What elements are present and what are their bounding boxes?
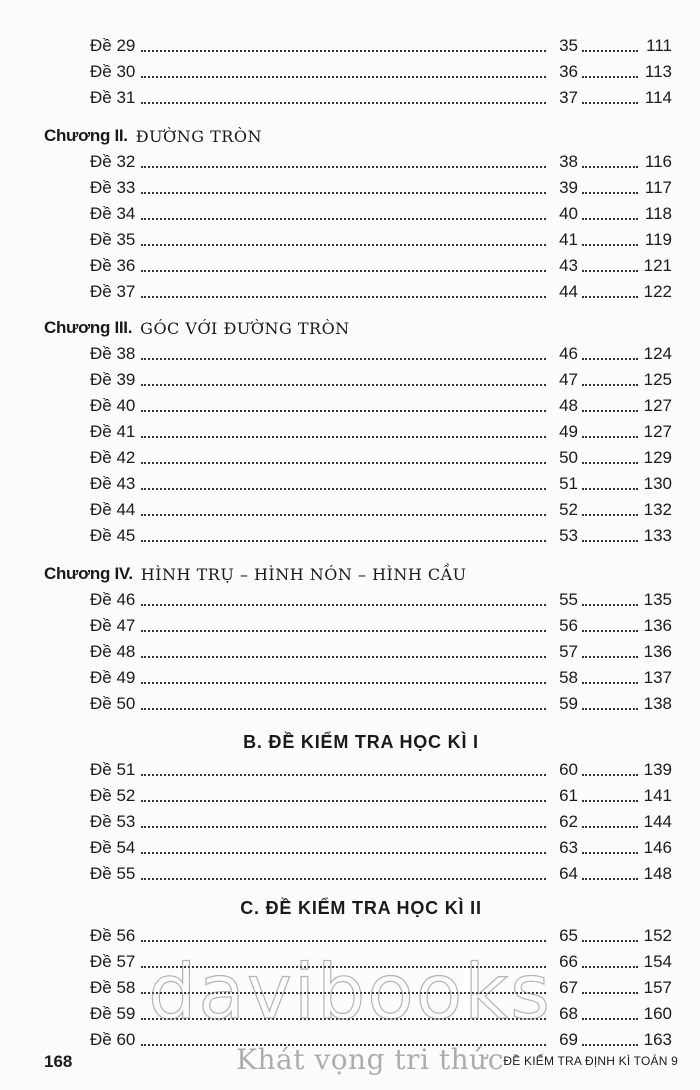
answer-page: 130 (643, 474, 672, 493)
entry-label: Đề 58 (90, 978, 136, 997)
entry-label: Đề 48 (90, 642, 136, 661)
question-page: 55 (559, 590, 578, 609)
dot-leader (582, 410, 638, 412)
dot-leader (141, 218, 546, 220)
toc-entry (90, 780, 672, 806)
entry-label: Đề 59 (90, 1004, 136, 1023)
dot-leader (141, 166, 546, 168)
question-page: 53 (559, 526, 578, 545)
dot-leader (582, 966, 638, 968)
dot-leader (141, 826, 546, 828)
answer-page: 157 (643, 978, 672, 997)
entry-label: Đề 44 (90, 500, 136, 519)
entry-label: Đề 31 (90, 88, 136, 107)
dot-leader (582, 826, 638, 828)
answer-page: 141 (643, 786, 672, 805)
answer-page: 137 (643, 668, 672, 687)
entry-label: Đề 33 (90, 178, 136, 197)
entry-label: Đề 35 (90, 230, 136, 249)
toc-entry (90, 416, 672, 442)
question-page: 46 (559, 344, 578, 363)
toc-entry (90, 198, 672, 224)
answer-page: 160 (643, 1004, 672, 1023)
dot-leader (141, 540, 546, 542)
toc-entry (90, 520, 672, 546)
question-page: 65 (559, 926, 578, 945)
dot-leader (141, 76, 546, 78)
answer-page: 122 (643, 282, 672, 301)
dot-leader (141, 656, 546, 658)
toc-entry (90, 662, 672, 688)
question-page: 37 (559, 88, 578, 107)
chapter-4-heading (44, 558, 467, 584)
chapter-label: Chương IV. (44, 564, 133, 583)
question-page: 40 (559, 204, 578, 223)
question-page: 58 (559, 668, 578, 687)
entry-label: Đề 52 (90, 786, 136, 805)
entry-label: Đề 57 (90, 952, 136, 971)
toc-entry (90, 276, 672, 302)
dot-leader (141, 708, 546, 710)
dot-leader (582, 682, 638, 684)
answer-page: 144 (643, 812, 672, 831)
dot-leader (141, 436, 546, 438)
answer-page: 129 (643, 448, 672, 467)
dot-leader (582, 604, 638, 606)
entry-label: Đề 60 (90, 1030, 136, 1049)
answer-page: 146 (643, 838, 672, 857)
toc-entry (90, 30, 672, 56)
dot-leader (141, 630, 546, 632)
toc-entry (90, 858, 672, 884)
question-page: 51 (559, 474, 578, 493)
dot-leader (141, 878, 546, 880)
question-page: 52 (559, 500, 578, 519)
answer-page: 139 (643, 760, 672, 779)
dot-leader (141, 244, 546, 246)
watermark-slogan: Khát vọng tri thức (236, 1043, 504, 1076)
answer-page: 124 (643, 344, 672, 363)
toc-entry (90, 468, 672, 494)
entry-label: Đề 55 (90, 864, 136, 883)
chapter-3-heading (44, 312, 350, 338)
answer-page: 136 (643, 616, 672, 635)
answer-page: 125 (643, 370, 672, 389)
answer-page: 133 (643, 526, 672, 545)
dot-leader (141, 940, 546, 942)
dot-leader (582, 102, 638, 104)
answer-page: 163 (643, 1030, 672, 1049)
question-page: 68 (559, 1004, 578, 1023)
question-page: 39 (559, 178, 578, 197)
question-page: 56 (559, 616, 578, 635)
question-page: 50 (559, 448, 578, 467)
entry-label: Đề 36 (90, 256, 136, 275)
dot-leader (582, 940, 638, 942)
toc-entry (90, 806, 672, 832)
dot-leader (141, 270, 546, 272)
question-page: 38 (559, 152, 578, 171)
dot-leader (141, 358, 546, 360)
toc-entry (90, 338, 672, 364)
entry-label: Đề 41 (90, 422, 136, 441)
dot-leader (141, 604, 546, 606)
dot-leader (582, 852, 638, 854)
entry-label: Đề 34 (90, 204, 136, 223)
toc-entry (90, 224, 672, 250)
dot-leader (141, 462, 546, 464)
question-page: 60 (559, 760, 578, 779)
question-page: 49 (559, 422, 578, 441)
toc-entry (90, 688, 672, 714)
dot-leader (141, 682, 546, 684)
dot-leader (141, 384, 546, 386)
answer-page: 118 (644, 204, 672, 223)
dot-leader (582, 774, 638, 776)
dot-leader (141, 102, 546, 104)
dot-leader (582, 462, 638, 464)
question-page: 48 (559, 396, 578, 415)
dot-leader (582, 630, 638, 632)
entry-label: Đề 54 (90, 838, 136, 857)
toc-entry (90, 442, 672, 468)
answer-page: 111 (646, 36, 672, 55)
entry-label: Đề 37 (90, 282, 136, 301)
question-page: 43 (559, 256, 578, 275)
entry-label: Đề 53 (90, 812, 136, 831)
question-page: 57 (559, 642, 578, 661)
answer-page: 138 (643, 694, 672, 713)
entry-label: Đề 47 (90, 616, 136, 635)
answer-page: 148 (643, 864, 672, 883)
toc-entry (90, 364, 672, 390)
toc-entry (90, 82, 672, 108)
question-page: 69 (559, 1030, 578, 1049)
entry-label: Đề 46 (90, 590, 136, 609)
dot-leader (582, 488, 638, 490)
dot-leader (141, 852, 546, 854)
question-page: 63 (559, 838, 578, 857)
dot-leader (141, 296, 546, 298)
question-page: 62 (559, 812, 578, 831)
dot-leader (582, 76, 638, 78)
answer-page: 117 (644, 178, 672, 197)
toc-entry (90, 920, 672, 946)
dot-leader (582, 270, 638, 272)
answer-page: 132 (643, 500, 672, 519)
dot-leader (582, 1018, 638, 1020)
toc-entry (90, 56, 672, 82)
dot-leader (582, 800, 638, 802)
question-page: 36 (559, 62, 578, 81)
entry-label: Đề 43 (90, 474, 136, 493)
chapter-label: Chương III. (44, 318, 133, 337)
dot-leader (582, 358, 638, 360)
chapter-title: ĐƯỜNG TRÒN (135, 127, 262, 146)
question-page: 67 (559, 978, 578, 997)
dot-leader (582, 878, 638, 880)
entry-label: Đề 56 (90, 926, 136, 945)
dot-leader (582, 384, 638, 386)
entry-label: Đề 32 (90, 152, 136, 171)
toc-entry (90, 636, 672, 662)
chapter-label: Chương II. (44, 126, 128, 145)
question-page: 35 (559, 36, 578, 55)
entry-label: Đề 39 (90, 370, 136, 389)
dot-leader (582, 296, 638, 298)
page-number: 168 (44, 1052, 73, 1071)
dot-leader (582, 540, 638, 542)
entry-label: Đề 29 (90, 36, 136, 55)
question-page: 61 (559, 786, 578, 805)
footer-book-title: ĐỀ KIỂM TRA ĐỊNH KÌ TOÁN 9 (503, 1054, 678, 1068)
toc-entry (90, 172, 672, 198)
answer-page: 154 (643, 952, 672, 971)
entry-label: Đề 42 (90, 448, 136, 467)
dot-leader (582, 1044, 638, 1046)
dot-leader (582, 192, 638, 194)
toc-entry (90, 832, 672, 858)
entry-label: Đề 49 (90, 668, 136, 687)
dot-leader (582, 166, 638, 168)
answer-page: 136 (643, 642, 672, 661)
entry-label: Đề 50 (90, 694, 136, 713)
question-page: 47 (559, 370, 578, 389)
chapter-title: HÌNH TRỤ – HÌNH NÓN – HÌNH CẦU (140, 565, 467, 584)
question-page: 66 (559, 952, 578, 971)
question-page: 59 (559, 694, 578, 713)
toc-entry (90, 146, 672, 172)
dot-leader (141, 800, 546, 802)
dot-leader (582, 708, 638, 710)
dot-leader (141, 192, 546, 194)
toc-entry (90, 390, 672, 416)
section-c-heading: C. ĐỀ KIỂM TRA HỌC KÌ II (240, 898, 482, 918)
dot-leader (582, 992, 638, 994)
answer-page: 113 (644, 62, 672, 81)
watermark-brand: davibooks (148, 947, 552, 1036)
section-b-heading: B. ĐỀ KIỂM TRA HỌC KÌ I (243, 732, 479, 752)
dot-leader (582, 514, 638, 516)
toc-entry (90, 250, 672, 276)
dot-leader (582, 244, 638, 246)
entry-label: Đề 38 (90, 344, 136, 363)
dot-leader (582, 436, 638, 438)
question-page: 64 (559, 864, 578, 883)
toc-entry (90, 494, 672, 520)
entry-label: Đề 45 (90, 526, 136, 545)
toc-entry (90, 610, 672, 636)
entry-label: Đề 40 (90, 396, 136, 415)
answer-page: 121 (643, 256, 672, 275)
dot-leader (582, 656, 638, 658)
dot-leader (141, 774, 546, 776)
answer-page: 127 (643, 422, 672, 441)
chapter-title: GÓC VỚI ĐƯỜNG TRÒN (140, 319, 350, 338)
answer-page: 116 (644, 152, 672, 171)
question-page: 41 (559, 230, 578, 249)
answer-page: 152 (643, 926, 672, 945)
dot-leader (582, 50, 638, 52)
toc-entry (90, 584, 672, 610)
answer-page: 119 (644, 230, 672, 249)
chapter-2-heading (44, 120, 262, 146)
dot-leader (141, 514, 546, 516)
entry-label: Đề 30 (90, 62, 136, 81)
dot-leader (141, 488, 546, 490)
answer-page: 127 (643, 396, 672, 415)
dot-leader (141, 410, 546, 412)
toc-entry (90, 754, 672, 780)
dot-leader (582, 218, 638, 220)
answer-page: 135 (643, 590, 672, 609)
answer-page: 114 (644, 88, 672, 107)
dot-leader (141, 50, 546, 52)
entry-label: Đề 51 (90, 760, 136, 779)
question-page: 44 (559, 282, 578, 301)
